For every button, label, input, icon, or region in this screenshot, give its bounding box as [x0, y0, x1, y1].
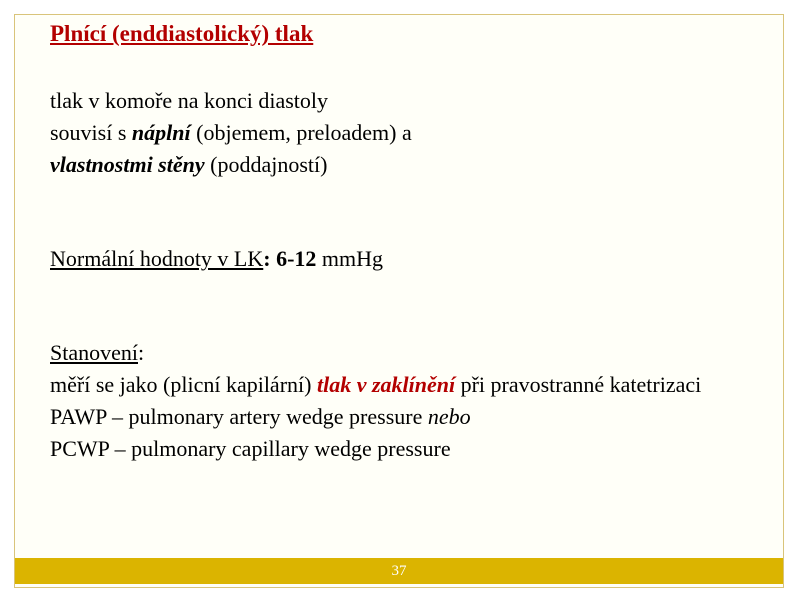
definition-line-2 — [50, 117, 763, 149]
definition-line-1 — [50, 85, 763, 117]
spacer — [50, 181, 763, 243]
pawp-line — [50, 401, 763, 433]
definition-text: (objemem, preloadem) a — [190, 120, 412, 145]
slide-content — [50, 17, 763, 465]
spacer — [50, 51, 763, 85]
determination-label: Stanovení — [50, 340, 138, 365]
definition-line-3 — [50, 149, 763, 181]
determination-colon: : — [138, 340, 145, 365]
definition-text: tlak v komoře na konci diastoly — [50, 88, 328, 113]
normal-values-label: Normální hodnoty v LK — [50, 246, 264, 271]
pawp-text: PAWP – pulmonary artery wedge pressure — [50, 404, 428, 429]
footer-bar — [15, 558, 783, 584]
determination-text — [50, 369, 763, 401]
pcwp-text: PCWP – pulmonary capillary wedge pressure — [50, 436, 451, 461]
definition-text: souvisí s — [50, 120, 132, 145]
page-number: 37 — [391, 562, 407, 579]
pawp-nebo: nebo — [427, 404, 471, 429]
determination-heading — [50, 337, 763, 369]
spacer — [50, 275, 763, 337]
normal-values-colon: : — [263, 246, 277, 271]
emphasis-naplni: náplní — [131, 120, 191, 145]
determination-pre: měří se jako (plicní kapilární) — [50, 372, 317, 397]
slide — [14, 14, 784, 588]
wedge-pressure-highlight: tlak v zaklínění — [316, 372, 456, 397]
slide-title: Plnící (enddiastolický) tlak — [50, 21, 314, 46]
determination-post: při pravostranné katetrizaci — [455, 372, 702, 397]
normal-values-unit: mmHg — [316, 246, 384, 271]
emphasis-vlastnosti-steny: vlastnostmi stěny — [50, 152, 205, 177]
normal-values-range: 6-12 — [276, 246, 317, 271]
normal-values-line — [50, 243, 763, 275]
pcwp-line — [50, 433, 763, 465]
definition-text: (poddajností) — [204, 152, 328, 177]
